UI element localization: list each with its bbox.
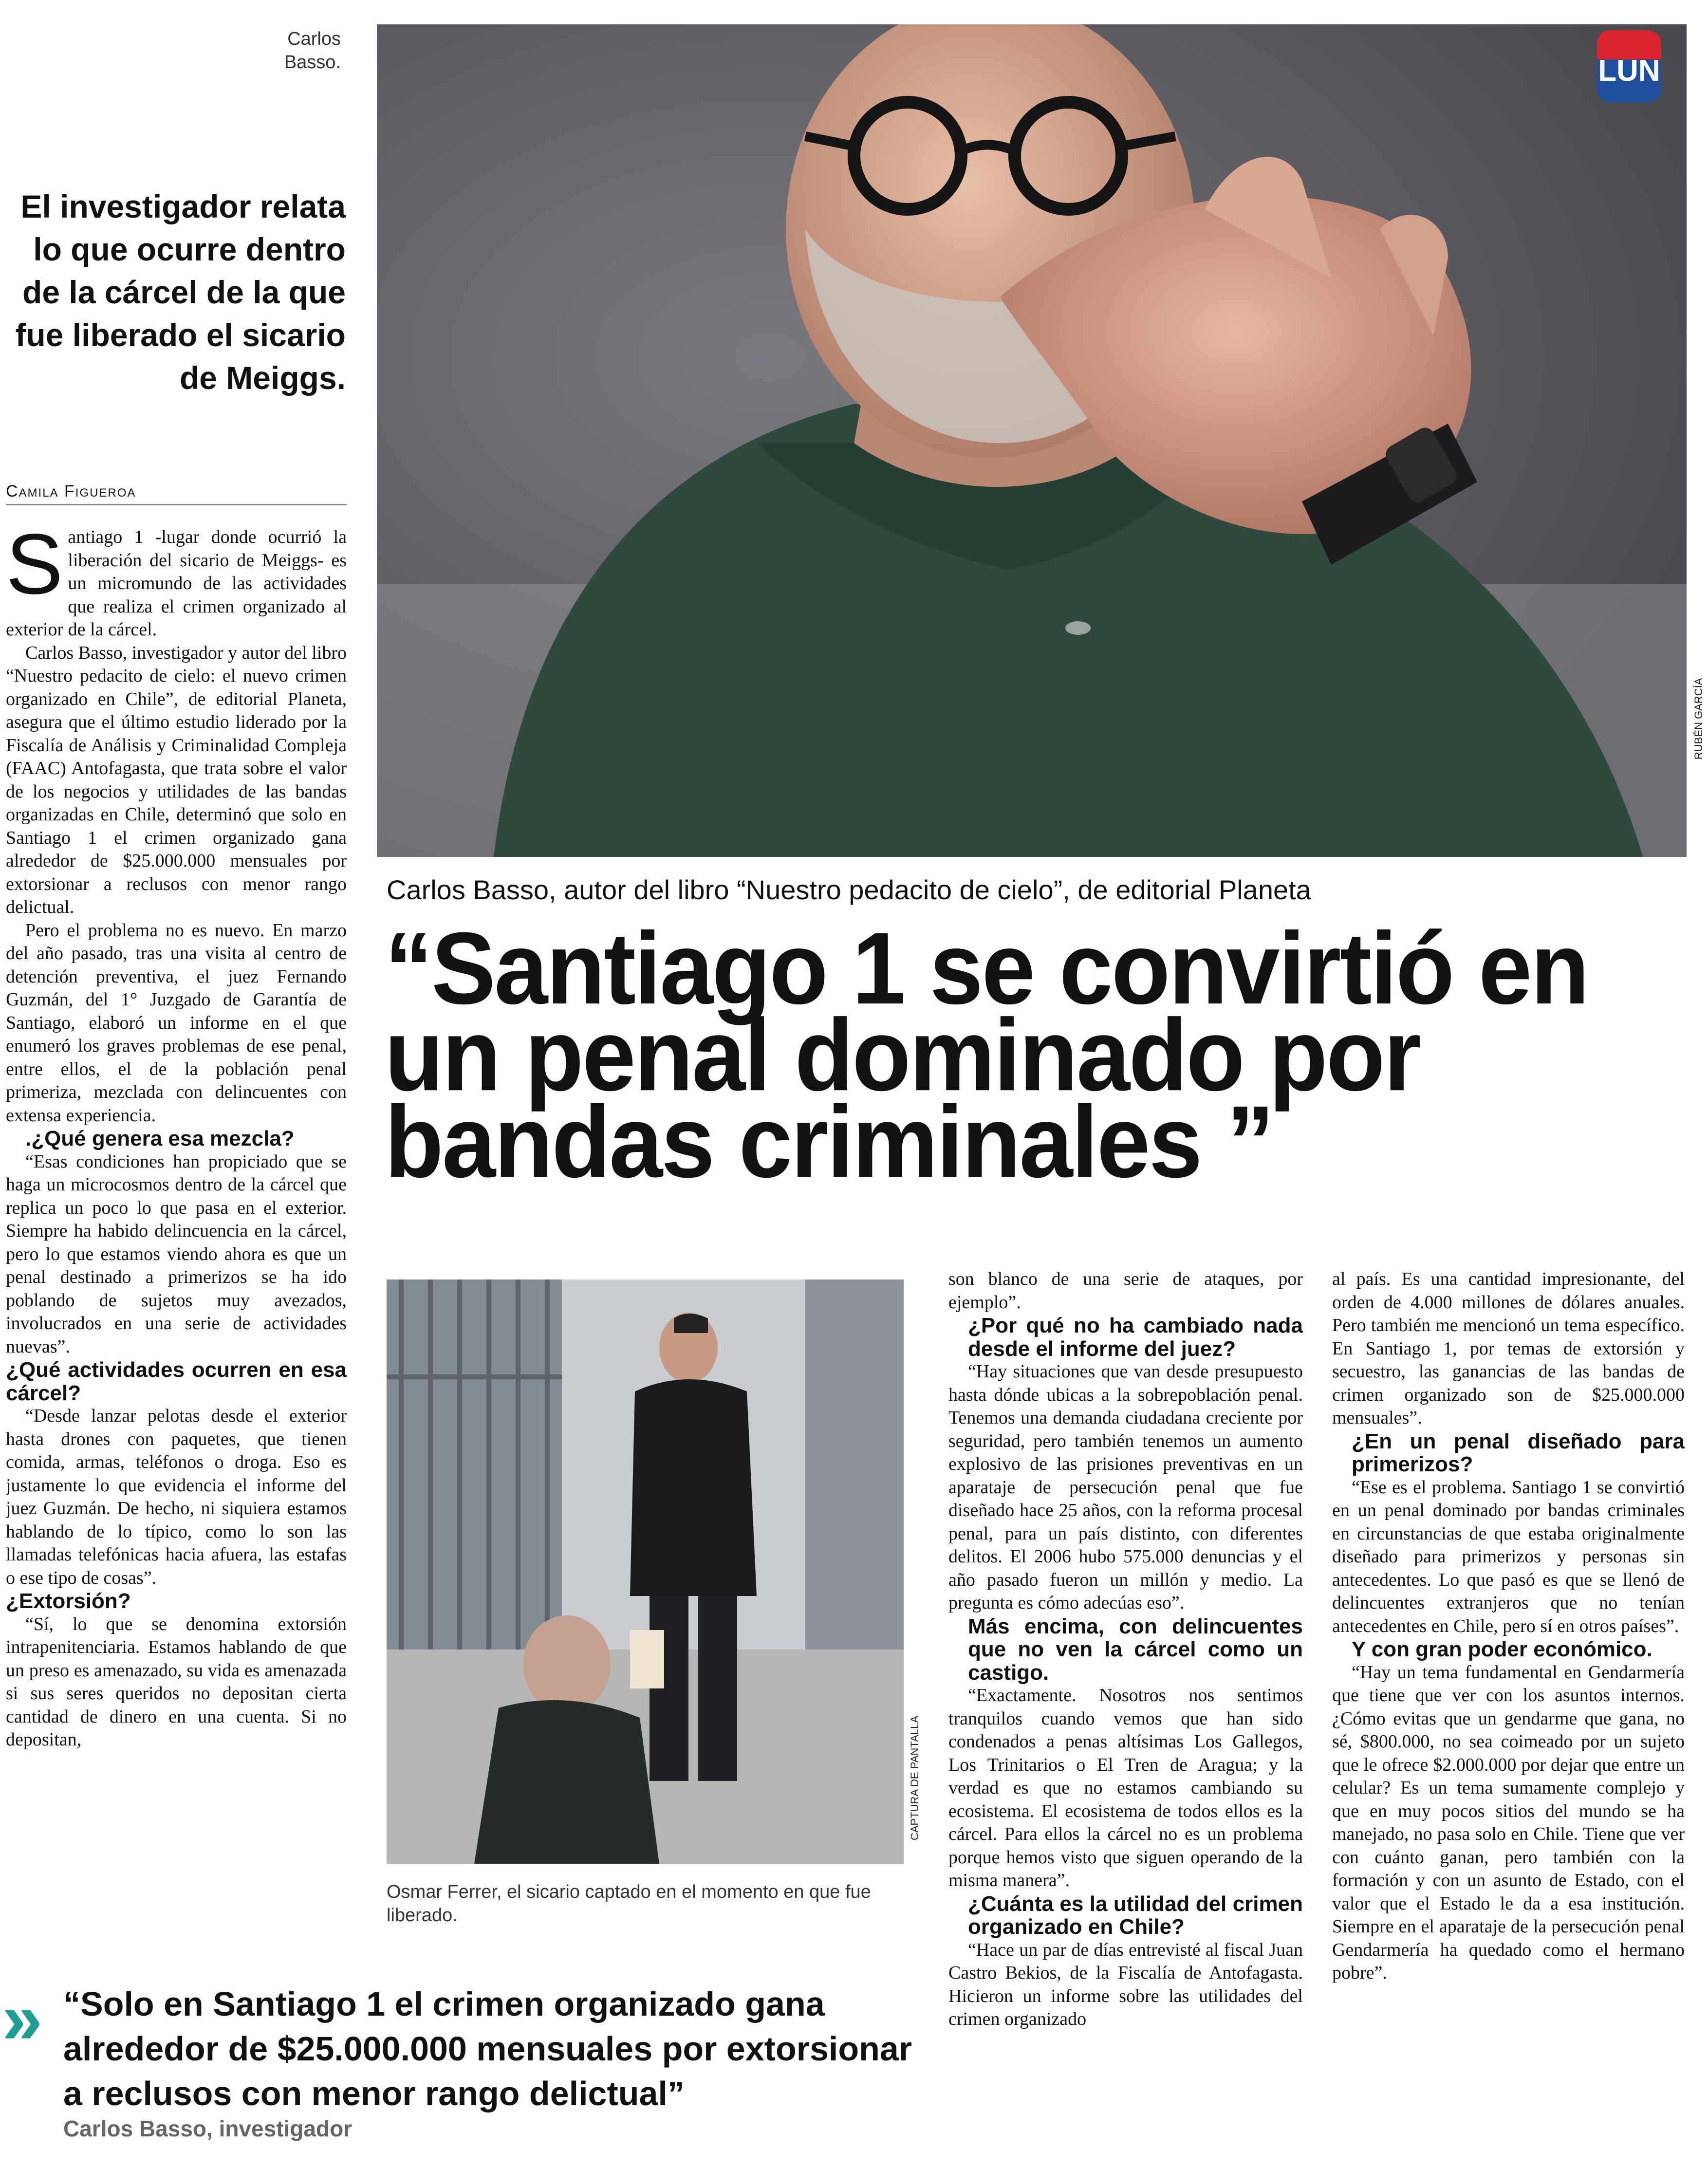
body-column-2: [948, 1268, 1303, 2154]
cctv-photo: [387, 1279, 904, 1864]
interview-answer: “Hay un tema fundamental en Gendarmería que tiene que ver con los asuntos internos. ¿Cómo evitas que un gendarme que gana, no sé, $800.000, no sea coimeado por un sujeto que le ofrece $2.000.000 por dejar que entre un celular? Es un tema sumamente complejo y que en muy pocos sitios del mundo se ha manejado, no pasa solo en Chile. Tiene que ver con cuánto ganan, pero también con la formación y con un asunto de Estado, con el valor que el Estado le da a esa institución. Siempre en el aparataje de la persecución penal Gendarmería ha quedado como el hermano pobre”.: [1332, 1662, 1685, 1983]
interview-question: Más encima, con delincuentes que no ven la cárcel como un castigo.: [968, 1614, 1303, 1685]
interview-answer: “Ese es el problema. Santiago 1 se convirtió en un penal dominado por bandas criminales en circunstancias de que estaba originalmente diseñado para primerizos y personas sin antecedentes. Lo que pasó es que se llenó de delincuentes extranjeros que no tenían antecedentes en Chile, pero sí en otros países”.: [1332, 1477, 1685, 1636]
body-paragraph: Carlos Basso, investigador y autor del libro “Nuestro pedacito de cielo: el nuevo crimen organizado en Chile”, de editorial Planeta, asegura que el último estudio liderado por la Fiscalía de Análisis y Criminalidad Compleja (FAAC) Antofagasta, que trata sobre el valor de los negocios y utilidades de las bandas organizadas en Chile, determinó que solo en Santiago 1 el crimen organizado gana alrededor de $25.000.000 mensuales por extorsionar a reclusos con menor rango delictual.: [6, 642, 347, 917]
pull-quote: “Solo en Santiago 1 el crimen organizado gana alrededor de $25.000.000 mensuales por extorsionar a reclusos con menor rango delictual”: [63, 1985, 912, 2113]
interview-answer: “Exactamente. Nosotros nos sentimos tranquilos cuando vemos que han sido condenados a penas altísimas Los Gallegos, Los Trinitarios o El Tren de Aragua; y la verdad es que no estamos cambiando su ecosistema. El ecosistema de todos ellos es la cárcel. Para ellos la cárcel no es un problema porque hemos visto que siguen operando de la misma manera”.: [948, 1685, 1303, 1891]
interview-answer: al país. Es una cantidad impresionante, del orden de 4.000 millones de dólares anuales. Pero también me mencionó un tema específico. En Santiago 1, por temas de extorsión y secuestro, las ganancias de las bandas de crimen organizado son de $25.000.000 mensuales”.: [1332, 1269, 1685, 1428]
cctv-illustration: [387, 1279, 904, 1864]
interview-question: ¿Extorsión?: [6, 1589, 131, 1613]
article-deck: El investigador relata lo que ocurre dentro de la cárcel de la que fue liberado el sicario de Meiggs.: [15, 188, 346, 396]
interview-question: ¿Por qué no ha cambiado nada desde el informe del juez?: [968, 1314, 1303, 1361]
body-paragraph: Pero el problema no es nuevo. En marzo del año pasado, tras una visita al centro de detención preventiva, el juez Fernando Guzmán, del 1° Juzgado de Garantía de Santiago, elaboró un informe en el que enumeró los graves problemas de ese penal, entre ellos, el de la población penal primeriza, mezclada con delincuentes con extensa experiencia.: [6, 920, 347, 1126]
cctv-photo-caption: Osmar Ferrer, el sicario captado en el momento en que fue liberado.: [387, 1882, 871, 1926]
interview-answer: “Sí, lo que se denomina extorsión intrapenitenciaria. Estamos hablando de que un preso es amenazado, su vida es amenazada si sus seres queridos no depositan cierta cantidad de dinero en una cuenta. Si no depositan,: [6, 1613, 347, 1750]
interview-answer: son blanco de una serie de ataques, por ejemplo”.: [948, 1269, 1303, 1313]
interview-answer: “Desde lanzar pelotas desde el exterior hasta drones con paquetes, que tienen comida, armas, teléfonos o droga. Eso es justamente lo que evidencia el informe del juez Guzmán. De hecho, ni siquiera estamos hablando de lo típico, como lo son las llamadas telefónicas hacia afuera, las estafas o ese tipo de cosas”.: [6, 1406, 347, 1588]
cctv-photo-credit: CAPTURA DE PANTALLA: [909, 1716, 921, 1840]
main-photo: [377, 24, 1687, 857]
interview-question: Y con gran poder económico.: [1352, 1637, 1652, 1661]
pull-quote-attribution: Carlos Basso, investigador: [63, 2116, 353, 2141]
main-photo-credit: RUBÉN GARCÍA: [1692, 678, 1705, 760]
body-column-1: [6, 526, 347, 1928]
portrait-illustration: [377, 24, 1687, 857]
interview-answer: “Hay situaciones que van desde presupuesto hasta dónde ubicas a la sobrepoblación penal. Tenemos una demanda ciudadana creciente por seguridad, pero también tenemos un aumento explosivo de las prisiones preventivas en un aparataje de persecución penal que fue diseñado hace 25 años, con la reforma procesal penal, para un país distinto, con diferentes delitos. El 2006 hubo 575.000 denuncias y el año pasado fueron un millón y medio. La pregunta es cómo adecúas eso”.: [948, 1361, 1303, 1613]
pull-quote-arrows-icon: »: [2, 1977, 43, 2059]
interview-question: .¿Qué genera esa mezcla?: [25, 1127, 295, 1150]
lun-logo-icon: [1597, 30, 1661, 102]
drop-cap: S: [6, 526, 63, 612]
interview-answer: “Esas condiciones han propiciado que se haga un microcosmos dentro de la cárcel que replica un poco lo que pasa en el exterior. Siempre ha habido delincuencia en la cárcel, pero lo que estamos viendo ahora es que un penal destinado a primerizos se ha ido poblando de sujetos muy avezados, involucrados en una serie de actividades nuevas”.: [6, 1151, 347, 1357]
interview-answer: “Hace un par de días entrevisté al fiscal Juan Castro Bekios, de la Fiscalía de Antofagasta. Hicieron un informe sobre las utilidades del crimen organizado: [948, 1939, 1303, 2029]
body-column-3: [1332, 1268, 1685, 2154]
interview-question: ¿Qué actividades ocurren en esa cárcel?: [6, 1358, 347, 1405]
interview-question: ¿Cuánta es la utilidad del crimen organizado en Chile?: [968, 1891, 1303, 1939]
photo-credit-top: Carlos Basso.: [284, 29, 341, 73]
headline: “Santiago 1 se convirtió en un penal dominado por bandas criminales ”: [385, 911, 1588, 1199]
lun-logo-text: LUN: [1598, 54, 1660, 88]
headline-kicker: Carlos Basso, autor del libro “Nuestro pedacito de cielo”, de editorial Planeta: [387, 874, 1311, 905]
byline: Camila Figueroa: [6, 482, 347, 505]
interview-question: ¿En un penal diseñado para primerizos?: [1352, 1429, 1685, 1476]
body-paragraph: Santiago 1 -lugar donde ocurrió la liberación del sicario de Meiggs- es un micromundo de las actividades que realiza el crimen organizado al exterior de la cárcel.: [6, 526, 347, 640]
lun-logo: [1597, 30, 1661, 102]
